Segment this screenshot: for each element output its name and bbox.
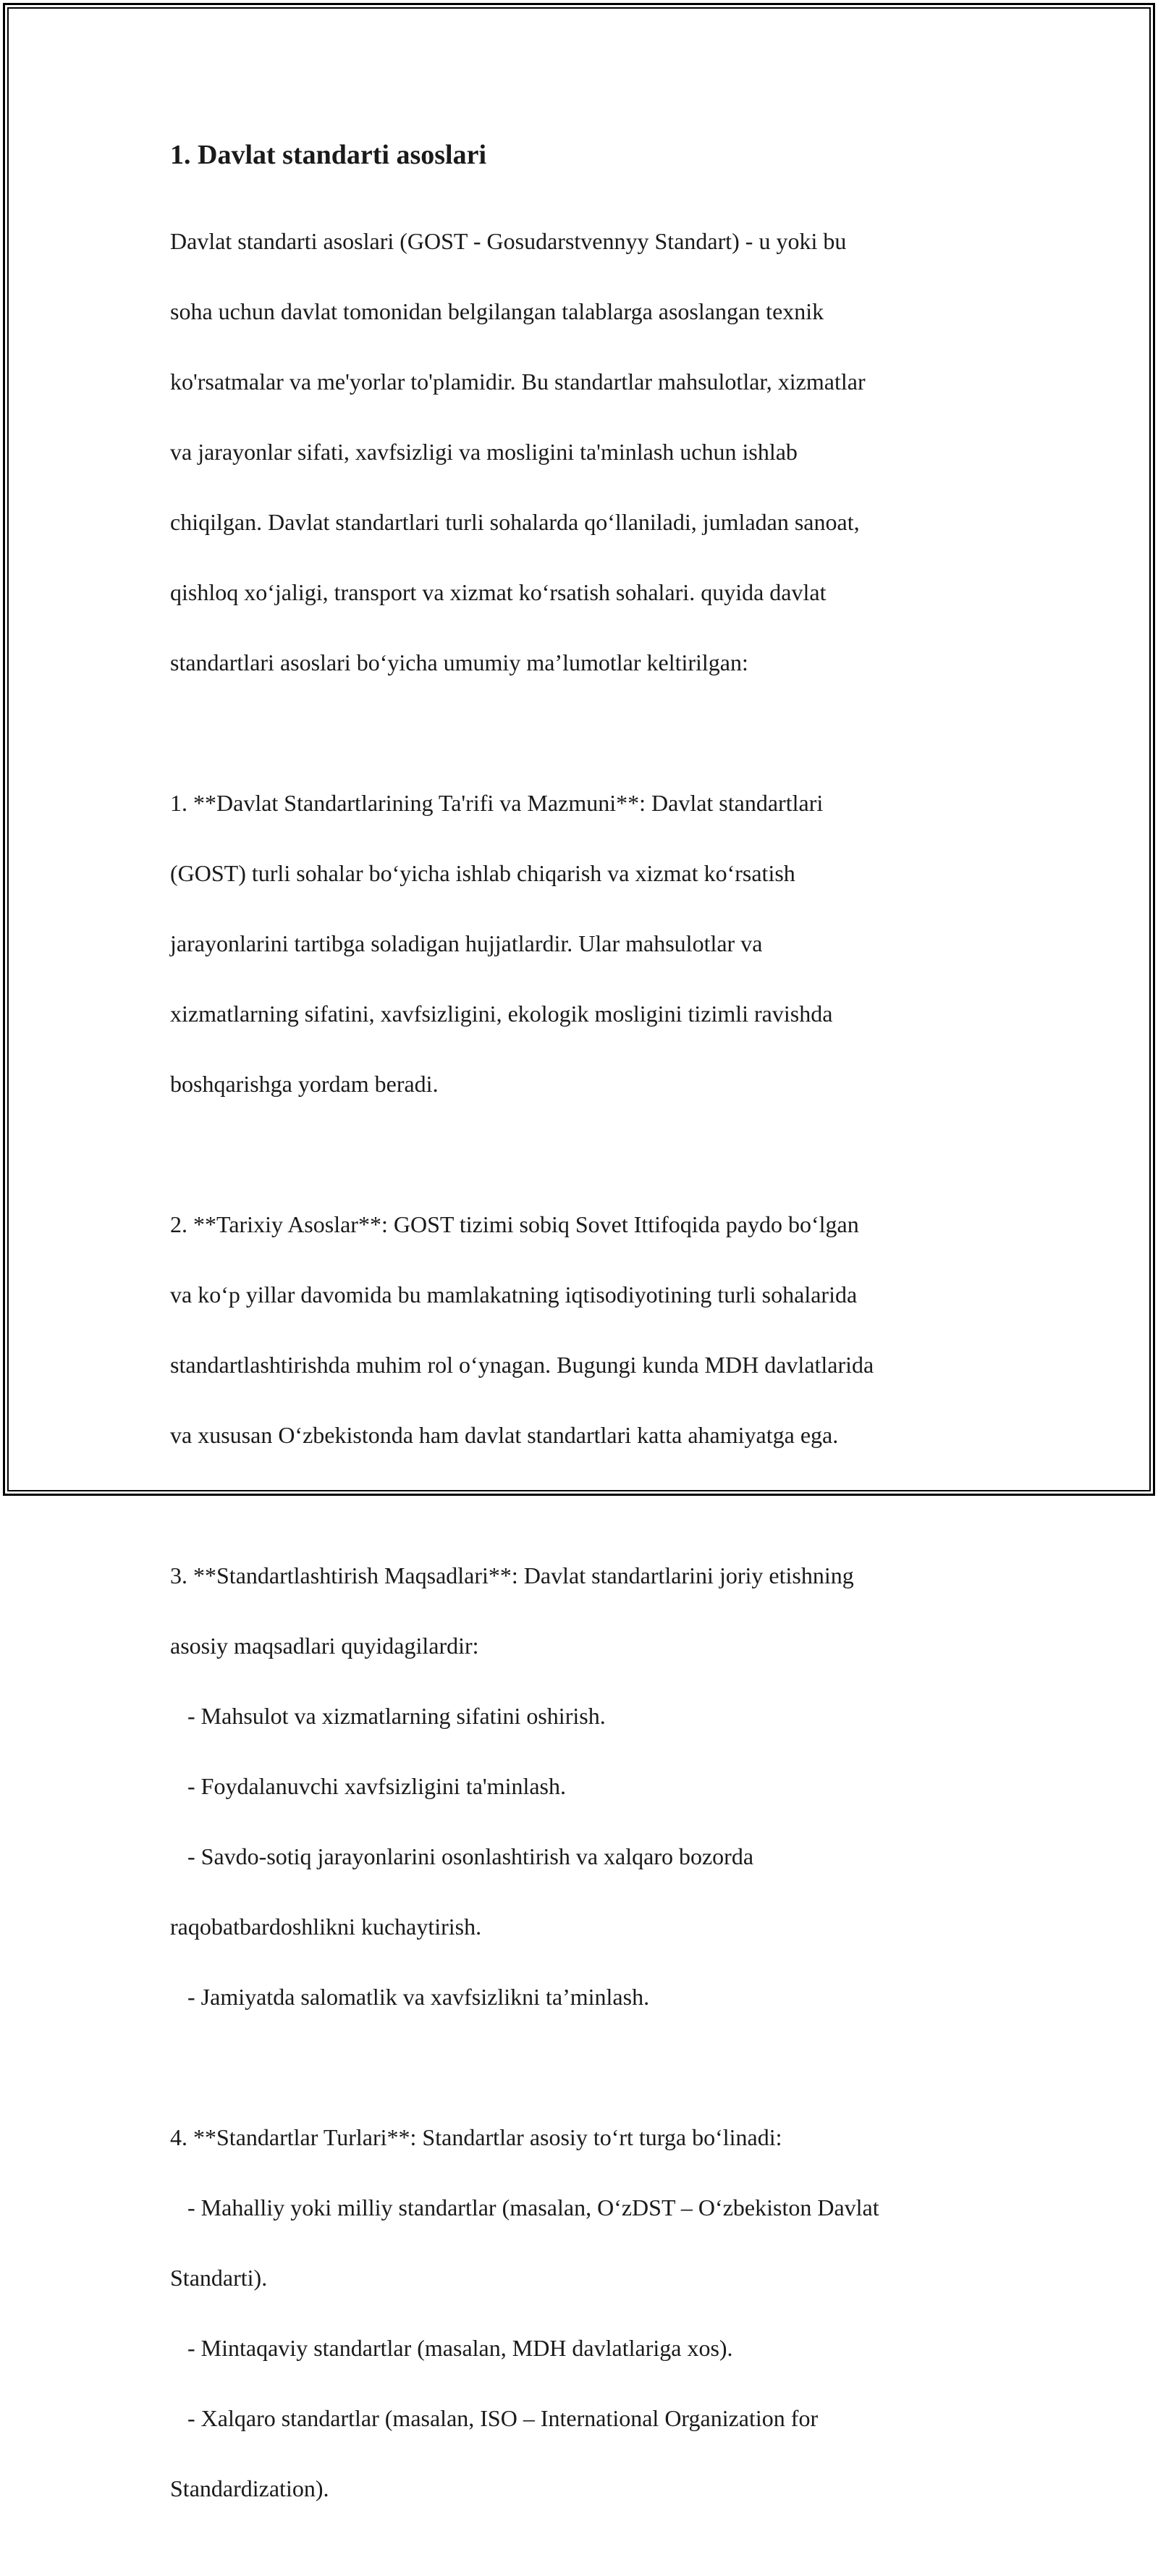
text-line: boshqarishga yordam beradi. [170, 1070, 439, 1097]
list-item: - Mahsulot va xizmatlarning sifatini oshirish. [170, 1702, 606, 1729]
text-line: standartlari asoslari boʻyicha umumiy maʼlumotlar keltirilgan: [170, 649, 748, 675]
text-line: qishloq xoʻjaligi, transport va xizmat koʻrsatish sohalari. quyida davlat [170, 578, 827, 605]
text-line: 4. **Standartlar Turlari**: Standartlar asosiy toʻrt turga boʻlinadi: [170, 2123, 782, 2150]
section-goals [170, 1523, 995, 2050]
text-line: 1. **Davlat Standartlarining Ta'rifi va Mazmuni**: Davlat standartlari [170, 789, 824, 816]
text-line: 3. **Standartlashtirish Maqsadlari**: Davlat standartlarini joriy etishning [170, 1562, 854, 1588]
list-item: - Savdo-sotiq jarayonlarini osonlashtirish va xalqaro bozorda [170, 1843, 754, 1869]
text-line: Davlat standarti asoslari (GOST - Gosudarstvennyy Standart) - u yoki bu [170, 227, 847, 254]
list-item: - Mahalliy yoki milliy standartlar (masalan, OʻzDST – Oʻzbekiston Davlat [170, 2194, 879, 2221]
list-item: - Xalqaro standartlar (masalan, ISO – International Organization for [170, 2404, 819, 2431]
text-line: ko'rsatmalar va me'yorlar to'plamidir. Bu standartlar mahsulotlar, xizmatlar [170, 368, 866, 395]
text-line: xizmatlarning sifatini, xavfsizligini, ekologik mosligini tizimli ravishda [170, 1000, 833, 1027]
section-definition [170, 750, 995, 1137]
document-body [170, 136, 995, 2576]
text-line: va jarayonlar sifati, xavfsizligi va mosligini ta'minlash uchun ishlab [170, 438, 798, 465]
section-history [170, 1171, 995, 1488]
text-line: 2. **Tarixiy Asoslar**: GOST tizimi sobiq Sovet Ittifoqida paydo boʻlgan [170, 1211, 859, 1237]
text-line: va koʻp yillar davomida bu mamlakatning iqtisodiyotining turli sohalarida [170, 1281, 858, 1308]
text-line: asosiy maqsadlari quyidagilardir: [170, 1632, 479, 1659]
text-line: soha uchun davlat tomonidan belgilangan talablarga asoslangan texnik [170, 298, 824, 324]
list-item: - Jamiyatda salomatlik va xavfsizlikni taʼminlash. [170, 1983, 650, 2010]
text-line: va xususan Oʻzbekistonda ham davlat standartlari katta ahamiyatga ega. [170, 1421, 839, 1448]
text-line: raqobatbardoshlikni kuchaytirish. [170, 1913, 482, 1940]
text-line: Standarti). [170, 2264, 268, 2291]
intro-paragraph [170, 188, 995, 715]
list-item: - Mintaqaviy standartlar (masalan, MDH davlatlariga xos). [170, 2334, 733, 2361]
text-line: (GOST) turli sohalar boʻyicha ishlab chiqarish va xizmat koʻrsatish [170, 859, 795, 886]
section-types [170, 2084, 995, 2541]
text-line: jarayonlarini tartibga soladigan hujjatlardir. Ular mahsulotlar va [170, 930, 763, 956]
text-line: chiqilgan. Davlat standartlari turli sohalarda qoʻllaniladi, jumladan sanoat, [170, 508, 860, 535]
list-item: - Foydalanuvchi xavfsizligini ta'minlash. [170, 1772, 566, 1799]
page-title: 1. Davlat standarti asoslari [170, 140, 486, 170]
text-line: standartlashtirishda muhim rol oʻynagan. Bugungi kunda MDH davlatlarida [170, 1351, 874, 1378]
text-line: Standardization). [170, 2475, 329, 2501]
